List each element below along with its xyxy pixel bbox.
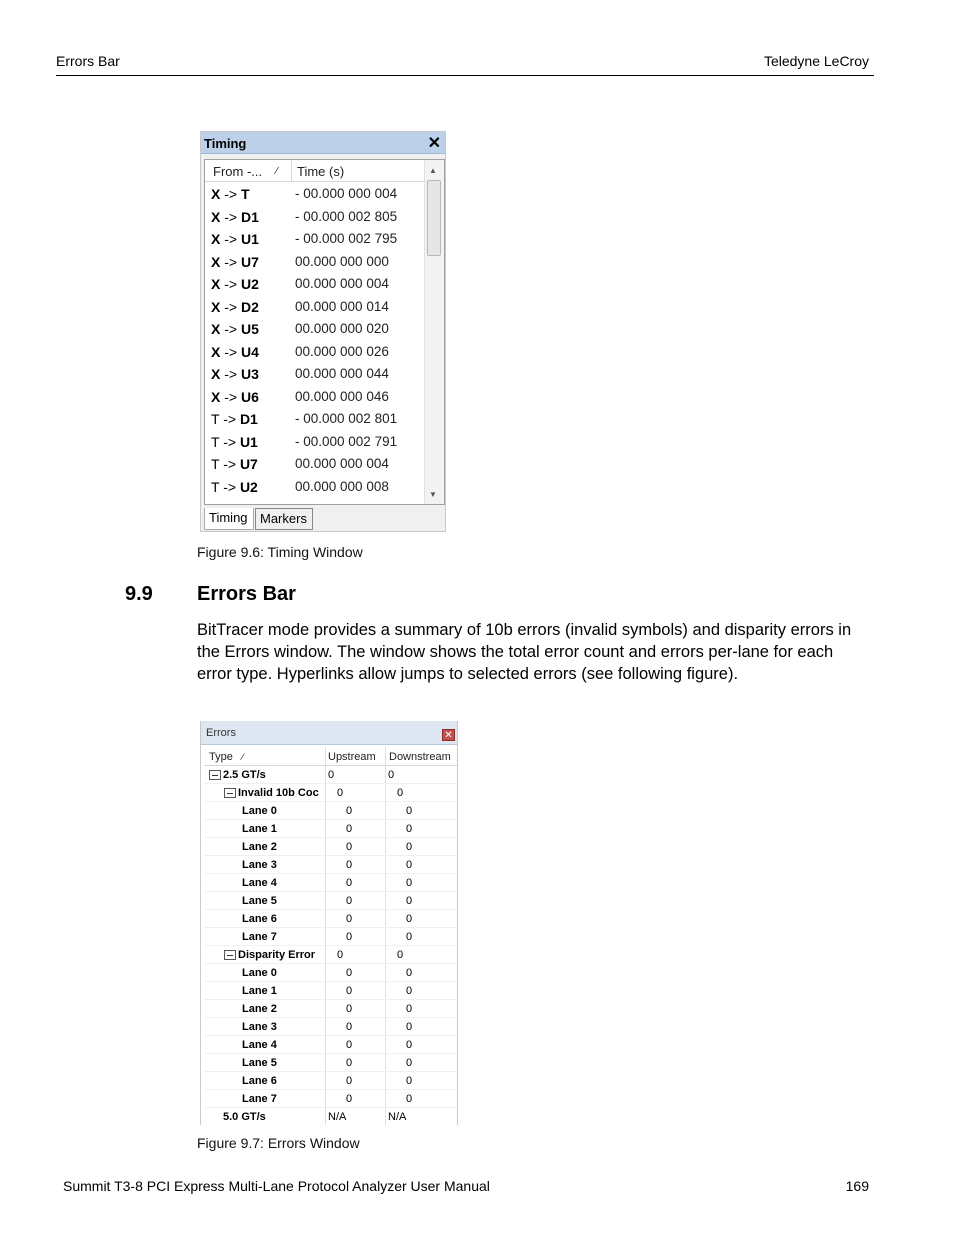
arrow-glyph: -> [219,456,240,472]
from-source: T [211,433,220,450]
tree-row[interactable] [204,802,457,820]
time-cell: 00.000 000 008 [295,478,389,494]
page-number: 169 [845,1178,869,1194]
table-row[interactable] [205,341,424,364]
from-target: T [240,186,250,202]
figure-caption-timing: Figure 9.6: Timing Window [197,544,363,560]
error-type-label[interactable]: Lane 2 [242,1003,277,1015]
time-cell: 00.000 000 014 [295,298,389,314]
error-type-label[interactable]: Lane 0 [242,967,277,979]
running-header-company: Teledyne LeCroy [763,53,869,69]
downstream-count[interactable]: 0 [406,985,413,997]
from-cell [211,321,259,337]
from-source: X [211,186,221,202]
table-row[interactable] [205,251,424,274]
table-row[interactable] [205,408,424,431]
from-cell [211,231,259,247]
from-source: T [211,456,220,472]
tree-row[interactable] [204,982,457,1000]
upstream-count[interactable]: 0 [346,877,353,889]
from-cell [211,299,259,315]
time-cell: 00.000 000 004 [295,276,389,291]
upstream-count[interactable]: 0 [346,1021,353,1033]
table-row[interactable] [205,476,424,499]
from-target: U2 [240,276,259,292]
section-number: 9.9 [125,583,153,605]
error-type-label[interactable]: Lane 2 [242,841,277,853]
arrow-glyph: -> [220,276,241,292]
upstream-count[interactable]: 0 [346,1075,353,1087]
table-row[interactable] [205,318,424,341]
arrow-glyph: -> [220,298,241,315]
time-cell: 00.000 000 004 [295,456,389,471]
scroll-thumb[interactable] [427,180,441,256]
tree-row[interactable] [204,820,457,838]
timing-grid [204,159,445,505]
from-source: X [211,388,221,405]
downstream-count[interactable]: 0 [406,1075,413,1087]
upstream-count[interactable]: 0 [346,841,353,853]
upstream-count[interactable]: 0 [346,895,353,907]
from-source: X [211,298,221,315]
from-target: U2 [239,478,258,495]
paragraph-line: the Errors window. The window shows the total error count and errors per-lane for each [197,643,834,661]
tree-row[interactable] [204,1108,457,1125]
tree-row[interactable] [204,946,457,964]
table-row[interactable] [205,453,424,476]
column-downstream[interactable]: Downstream [389,751,451,763]
upstream-count[interactable]: 0 [346,913,353,925]
tree-row[interactable] [204,1036,457,1054]
table-row[interactable] [205,431,424,454]
downstream-count[interactable]: 0 [406,1003,413,1015]
downstream-count[interactable]: 0 [406,805,413,817]
tree-row[interactable] [204,1054,457,1072]
tree-row[interactable] [204,766,457,784]
column-upstream[interactable]: Upstream [328,751,376,763]
from-target: U7 [240,253,259,270]
table-row[interactable] [205,206,424,229]
from-target: U3 [240,366,259,382]
error-type-label: Invalid 10b Coc [238,787,319,799]
table-row[interactable] [205,228,424,251]
from-target: U5 [240,321,259,337]
downstream-count[interactable]: 0 [406,877,413,889]
downstream-count[interactable]: 0 [397,787,404,799]
arrow-glyph: -> [220,366,241,382]
from-cell [211,209,259,225]
tree-row[interactable] [204,784,457,802]
upstream-count[interactable]: N/A [328,1111,347,1123]
tab-timing[interactable]: Timing [204,508,254,530]
from-source: X [211,208,221,225]
section-title: Errors Bar [197,583,296,605]
tree-row[interactable] [204,856,457,874]
errors-window [200,721,458,1125]
time-cell: - 00.000 002 801 [295,411,398,426]
from-cell [211,389,259,405]
upstream-count[interactable]: 0 [346,931,353,943]
upstream-count[interactable]: 0 [346,1039,353,1051]
upstream-count[interactable]: 0 [346,859,353,871]
collapse-icon[interactable] [224,950,236,960]
downstream-count[interactable]: 0 [406,895,413,907]
scroll-down-icon[interactable]: ▼ [429,490,437,499]
table-row[interactable] [205,363,424,386]
tree-row[interactable] [204,928,457,946]
sort-icon: ⁄ [242,752,244,762]
time-cell: 00.000 000 020 [295,321,389,336]
arrow-glyph: -> [220,186,241,202]
tree-row[interactable] [204,1072,457,1090]
from-cell [211,366,259,382]
downstream-count[interactable]: 0 [406,931,413,943]
error-type-label[interactable]: Lane 4 [242,877,277,889]
upstream-count[interactable]: 0 [346,985,353,997]
from-cell [211,411,258,427]
column-time[interactable]: Time (s) [297,164,345,179]
error-type-label[interactable]: Lane 3 [242,859,277,871]
from-source: T [211,478,220,495]
from-target: D2 [240,298,259,315]
error-type-label[interactable]: Lane 7 [242,1093,277,1105]
from-cell [211,456,258,472]
downstream-count[interactable]: 0 [406,1093,413,1105]
table-row[interactable] [205,296,424,319]
tree-row[interactable] [204,1018,457,1036]
downstream-count[interactable]: 0 [406,967,413,979]
time-cell: 00.000 000 044 [295,366,389,381]
time-cell: - 00.000 002 795 [295,231,398,246]
downstream-count[interactable]: 0 [388,769,395,781]
downstream-count[interactable]: 0 [406,1039,413,1051]
error-type-label: Disparity Error [238,949,316,961]
timing-title: Timing [204,136,247,151]
arrow-glyph: -> [219,478,240,495]
paragraph-line: error type. Hyperlinks allow jumps to selected errors (see following figure). [197,665,739,683]
error-type-label[interactable]: Lane 5 [242,1057,277,1069]
error-type-label: 5.0 GT/s [223,1111,266,1123]
errors-column-header [204,747,457,766]
timing-column-header [205,160,424,182]
from-target: D1 [239,411,258,427]
errors-title: Errors [206,727,236,739]
figure-caption-errors: Figure 9.7: Errors Window [197,1135,360,1151]
table-row[interactable] [205,183,424,206]
time-cell: 00.000 000 000 [295,253,389,269]
from-cell [211,479,258,495]
sort-icon: ⁄ [276,166,278,177]
arrow-glyph: -> [219,433,240,450]
running-header-section: Errors Bar [56,53,120,69]
error-type-label[interactable]: Lane 6 [242,1075,277,1087]
time-cell: - 00.000 002 805 [295,208,398,224]
arrow-glyph: -> [220,253,241,270]
downstream-count[interactable]: 0 [406,1021,413,1033]
from-source: X [211,321,221,337]
upstream-count[interactable]: 0 [346,805,353,817]
downstream-count[interactable]: 0 [406,1057,413,1069]
errors-title-bar[interactable] [201,721,457,745]
from-source: T [211,411,220,427]
from-cell [211,434,258,450]
upstream-count[interactable]: 0 [337,787,344,799]
downstream-count[interactable]: 0 [406,859,413,871]
time-cell: - 00.000 002 791 [295,433,398,449]
table-row[interactable] [205,386,424,409]
tab-markers[interactable]: Markers [255,508,313,530]
arrow-glyph: -> [220,208,241,225]
paragraph-line: BitTracer mode provides a summary of 10b errors (invalid symbols) and disparity errors in [197,621,852,639]
from-target: D1 [240,208,259,225]
downstream-count[interactable]: 0 [406,913,413,925]
error-type-label[interactable]: Lane 0 [242,805,277,817]
arrow-glyph: -> [220,343,241,360]
error-type-label[interactable]: Lane 5 [242,895,277,907]
scroll-up-icon[interactable]: ▲ [429,166,437,175]
from-source: X [211,343,221,360]
error-type-label[interactable]: Lane 1 [242,823,277,835]
tree-row[interactable] [204,838,457,856]
error-type-label: 2.5 GT/s [223,769,266,781]
close-icon[interactable]: ✕ [442,729,455,741]
tree-row[interactable] [204,910,457,928]
downstream-count[interactable]: 0 [406,841,413,853]
tree-row[interactable] [204,964,457,982]
from-target: U1 [240,231,259,247]
column-type[interactable]: Type [209,751,233,763]
upstream-count[interactable]: 0 [346,1003,353,1015]
from-source: X [211,231,221,247]
table-row[interactable] [205,273,424,296]
downstream-count[interactable]: 0 [406,823,413,835]
time-cell: 00.000 000 046 [295,388,389,404]
tree-row[interactable] [204,892,457,910]
from-source: X [211,253,221,270]
from-target: U1 [239,433,258,450]
from-cell [211,344,259,360]
upstream-count[interactable]: 0 [346,1093,353,1105]
timing-scrollbar[interactable] [424,160,444,504]
upstream-count[interactable]: 0 [328,769,335,781]
upstream-count[interactable]: 0 [346,1057,353,1069]
body-paragraph [197,619,877,685]
column-from[interactable]: From -... [213,164,263,179]
from-target: U7 [239,456,258,472]
upstream-count[interactable]: 0 [337,949,344,961]
time-cell: 00.000 000 026 [295,343,389,359]
error-type-label[interactable]: Lane 7 [242,931,277,943]
timing-title-bar[interactable] [201,132,445,154]
error-type-label[interactable]: Lane 4 [242,1039,277,1051]
arrow-glyph: -> [219,411,240,427]
footer-manual-title: Summit T3-8 PCI Express Multi-Lane Protocol Analyzer User Manual [63,1178,490,1194]
from-cell [211,186,250,202]
downstream-count[interactable]: 0 [397,949,404,961]
time-cell: - 00.000 000 004 [295,186,398,201]
arrow-glyph: -> [220,321,241,337]
collapse-icon[interactable] [224,788,236,798]
from-target: U4 [240,343,259,360]
arrow-glyph: -> [220,231,241,247]
from-target: U6 [240,388,259,405]
header-rule [56,75,874,76]
column-divider[interactable] [291,160,292,182]
from-source: X [211,276,221,292]
collapse-icon[interactable] [209,770,221,780]
from-cell [211,276,259,292]
tree-row[interactable] [204,874,457,892]
from-cell [211,254,259,270]
from-source: X [211,366,221,382]
error-type-label[interactable]: Lane 1 [242,985,277,997]
downstream-count[interactable]: N/A [388,1111,407,1123]
tree-row[interactable] [204,1000,457,1018]
upstream-count[interactable]: 0 [346,967,353,979]
timing-window [200,131,446,532]
tree-row[interactable] [204,1090,457,1108]
close-icon[interactable]: ✕ [427,135,441,152]
upstream-count[interactable]: 0 [346,823,353,835]
arrow-glyph: -> [220,388,241,405]
error-type-label[interactable]: Lane 6 [242,913,277,925]
error-type-label[interactable]: Lane 3 [242,1021,277,1033]
